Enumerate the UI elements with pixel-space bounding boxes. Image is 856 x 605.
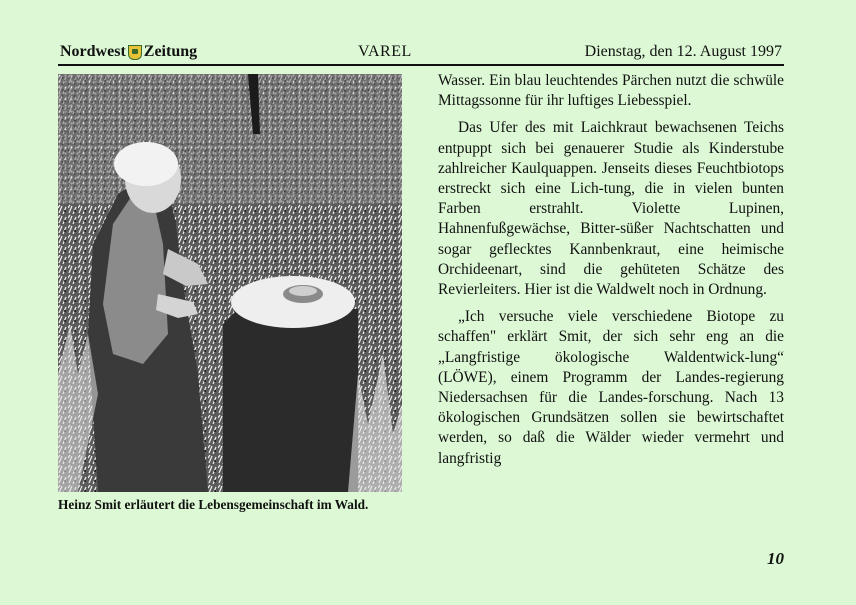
newspaper-name <box>60 43 197 61</box>
article-paragraph-2: Das Ufer des mit Laichkraut bewachsenen Teichs entpuppt sich bei genauerer Studie als Kinderstube zahlreicher Kaulquappen. Jenseits dieses Feuchtbiotops erstreckt sich eine Lich-tung, die in vielen bunten Farben erstrahlt. Violette Lupinen, Hahnenfußgewächse, Bitter-süßer Nachtschatten und sogar geflecktes Kannbenkraut, eine heimische Orchideenart, sind die gehüteten Schätze des Revierleiters. Hier ist die Waldwelt noch in Ordnung. <box>438 119 784 299</box>
issue-date: Dienstag, den 12. August 1997 <box>584 43 782 60</box>
article-paragraph-3: „Ich versuche viele verschiedene Biotope zu schaffen" erklärt Smit, der sich sehr eng an die „Langfristige ökologische Waldentwick-lung“ (LÖWE), einem Programm der Landes-regierung Niedersachsen für die Landes-forschung. Nach 13 ökologischen Grundsätzen sollen sie bewirtschaftet werden, so daß die Wälder wieder vermehrt und langfristig <box>438 308 784 467</box>
article-paragraph-1: Wasser. Ein blau leuchtendes Pärchen nutzt die schwüle Mittagssonne für ihr luftiges Liebesspiel. <box>438 72 784 110</box>
masthead <box>58 42 784 66</box>
page-number: 10 <box>767 549 784 568</box>
edition-city: VAREL <box>358 43 412 60</box>
photo-caption: Heinz Smit erläutert die Lebensgemeinschaft im Wald. <box>58 497 369 512</box>
newspaper-crest-icon <box>128 45 142 60</box>
article-photo <box>58 74 402 492</box>
newspaper-name-part2: Zeitung <box>143 43 198 60</box>
newspaper-name-part1: Nordwest <box>60 43 126 60</box>
article-column <box>438 71 784 476</box>
